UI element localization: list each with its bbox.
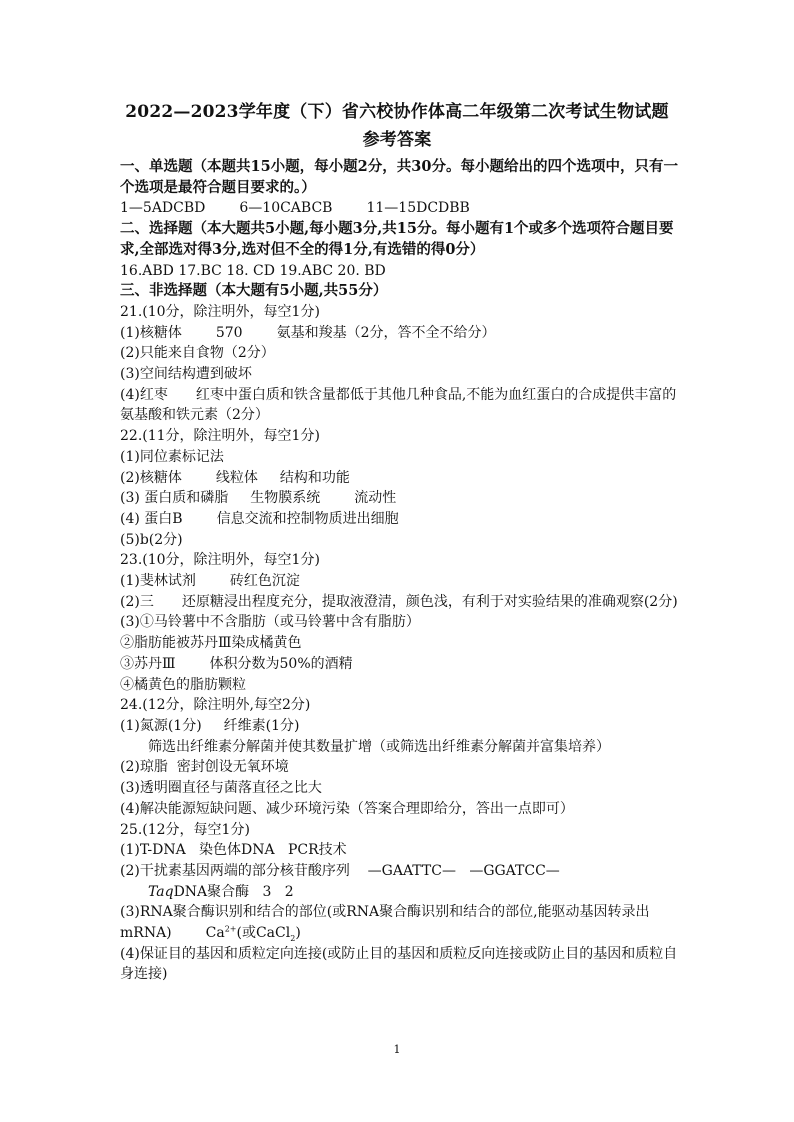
q23-heading: 23.(10分，除注明外，每空1分) [120, 552, 320, 569]
q23-line-2: (2)三 还原糖浸出程度充分，提取液澄清，颜色浅，有利于对实验结果的准确观察(2分) [120, 593, 678, 610]
q21-1-c: 氨基和羧基（2分，答不全不给分） [276, 324, 496, 341]
q22-3-c: 流动性 [354, 490, 397, 507]
q23-line-3: (3)①马铃薯中不含脂肪（或马铃薯中含有脂肪） [120, 614, 420, 631]
q22-2-c: 结构和功能 [279, 469, 350, 486]
q25-2-b: —GAATTC— [367, 862, 456, 879]
answer-16: 16.ABD [120, 262, 174, 279]
q24-line-1 [120, 716, 688, 737]
multi-choice-answers [120, 261, 688, 282]
q22-line-4 [120, 509, 688, 530]
q22-line-3 [120, 488, 688, 509]
q21-1-a: (1)核糖体 [120, 324, 182, 341]
q23-1-a: (1)斐林试剂 [120, 573, 196, 590]
single-choice-answers [120, 198, 688, 219]
page-subtitle: 参考答案 [362, 130, 432, 150]
q25-3-taq: Taq [148, 883, 174, 900]
q25-4-cacl: (或CaCl [236, 925, 291, 942]
q24-heading: 24.(12分，除注明外,每空2分) [120, 697, 311, 714]
q25-4-close: ) [295, 925, 301, 942]
answer-17: 17.BC [178, 262, 222, 279]
answer-group-1-5: 1—5ADCBD [120, 200, 206, 217]
answer-group-11-15: 11—15DCDBB [366, 200, 470, 217]
section-non-choice-heading: 三、非选择题（本大题有5小题,共55分） [120, 282, 388, 300]
q25-line-2 [120, 861, 688, 882]
q21-heading: 21.(10分，除注明外，每空1分) [120, 303, 320, 320]
q23-line-5 [120, 654, 688, 675]
q25-line-4 [120, 902, 688, 943]
q24-line-3 [120, 757, 688, 778]
section-single-choice-heading: 一、单选题（本题共15小题，每小题2分，共30分。每小题给出的四个选项中，只有一个选项是最符合题目要求的。） [120, 158, 678, 196]
q23-line-4: ②脂肪能被苏丹Ⅲ染成橘黄色 [120, 635, 302, 652]
q21-line-4: (4)红枣 红枣中蛋白质和铁含量都低于其他几种食品,不能为血红蛋白的合成提供丰富的氨基酸和铁元素（2分） [120, 386, 677, 424]
q22-3-a: (3) 蛋白质和磷脂 [120, 490, 229, 507]
q25-2-c: —GGATCC— [469, 862, 560, 879]
q21-line-3: (3)空间结构遭到破坏 [120, 366, 252, 383]
q25-1-a: (1)T-DNA [120, 842, 186, 859]
q25-line-5: (4)保证目的基因和质粒定向连接(或防止目的基因和质粒反向连接或防止目的基因和质粒自身连接) [120, 945, 678, 983]
q22-line-5: (5)b(2分) [120, 531, 183, 548]
answer-18: 18. CD [226, 262, 275, 279]
answer-19: 19.ABC [279, 262, 334, 279]
page-title: 2022—2023学年度（下）省六校协作体高二年级第二次考试生物试题 [125, 102, 669, 122]
q23-line-1 [120, 571, 688, 592]
q22-3-b: 生物膜系统 [250, 490, 321, 507]
q23-1-b: 砖红色沉淀 [229, 573, 300, 590]
q25-1-b: 染色体DNA [199, 842, 275, 859]
q24-line-2: 筛选出纤维素分解菌并使其数量扩增（或筛选出纤维素分解菌并富集培养） [148, 738, 610, 755]
q21-line-2: (2)只能来自食物（2分） [120, 345, 275, 362]
q22-2-a: (2)核糖体 [120, 469, 182, 486]
q24-1-a: (1)氮源(1分) [120, 717, 202, 734]
q24-line-4: (3)透明圈直径与菌落直径之比大 [120, 780, 322, 797]
page-number: 1 [393, 1043, 401, 1056]
answer-group-6-10: 6—10CABCB [239, 200, 333, 217]
answer-body [120, 157, 688, 985]
q25-4-a: (3)RNA聚合酶识别和结合的部位(或RNA聚合酶识别和结合的部位,能驱动基因转录出mRNA) [120, 904, 650, 942]
q22-line-2 [120, 468, 688, 489]
q22-heading: 22.(11分，除注明外，每空1分) [120, 428, 320, 445]
q24-1-b: 纤维素(1分) [223, 717, 300, 734]
q24-3-b: 密封创设无氧环境 [176, 759, 289, 776]
q22-4-a: (4) 蛋白B [120, 510, 183, 527]
q23-5-b: 体积分数为50%的酒精 [209, 655, 353, 672]
q23-line-6: ④橘黄色的脂肪颗粒 [120, 676, 246, 693]
q22-4-b: 信息交流和控制物质进出细胞 [216, 510, 399, 527]
q25-line-1 [120, 840, 688, 861]
q25-heading: 25.(12分，每空1分) [120, 821, 250, 838]
q21-1-b: 570 [215, 324, 243, 341]
q25-1-c: PCR技术 [288, 842, 347, 859]
answer-20: 20. BD [337, 262, 386, 279]
q24-line-5: (4)解决能源短缺问题、减少环境污染（答案合理即给分，答出一点即可） [120, 800, 574, 817]
q25-3-c: 3 [262, 883, 272, 900]
q25-4-charge: 2+ [224, 924, 237, 934]
q25-3-enzyme: DNA聚合酶 [173, 883, 250, 900]
q24-3-a: (2)琼脂 [120, 759, 168, 776]
q25-2-a: (2)干扰素基因两端的部分核苷酸序列 [120, 862, 350, 879]
q25-4-ca: Ca [205, 925, 225, 942]
q22-line-1: (1)同位素标记法 [120, 448, 224, 465]
q25-line-3 [120, 882, 688, 903]
q23-5-a: ③苏丹Ⅲ [120, 655, 176, 672]
q22-2-b: 线粒体 [215, 469, 258, 486]
q25-3-d: 2 [284, 883, 294, 900]
q25-4-sub2: 2 [290, 933, 296, 943]
q21-line-1 [120, 323, 688, 344]
section-multi-choice-heading: 二、选择题（本大题共5小题,每小题3分,共15分。每小题有1个或多个选项符合题目要求,全部选对得3分,选对但不全的得1分,有选错的得0分） [120, 220, 674, 258]
